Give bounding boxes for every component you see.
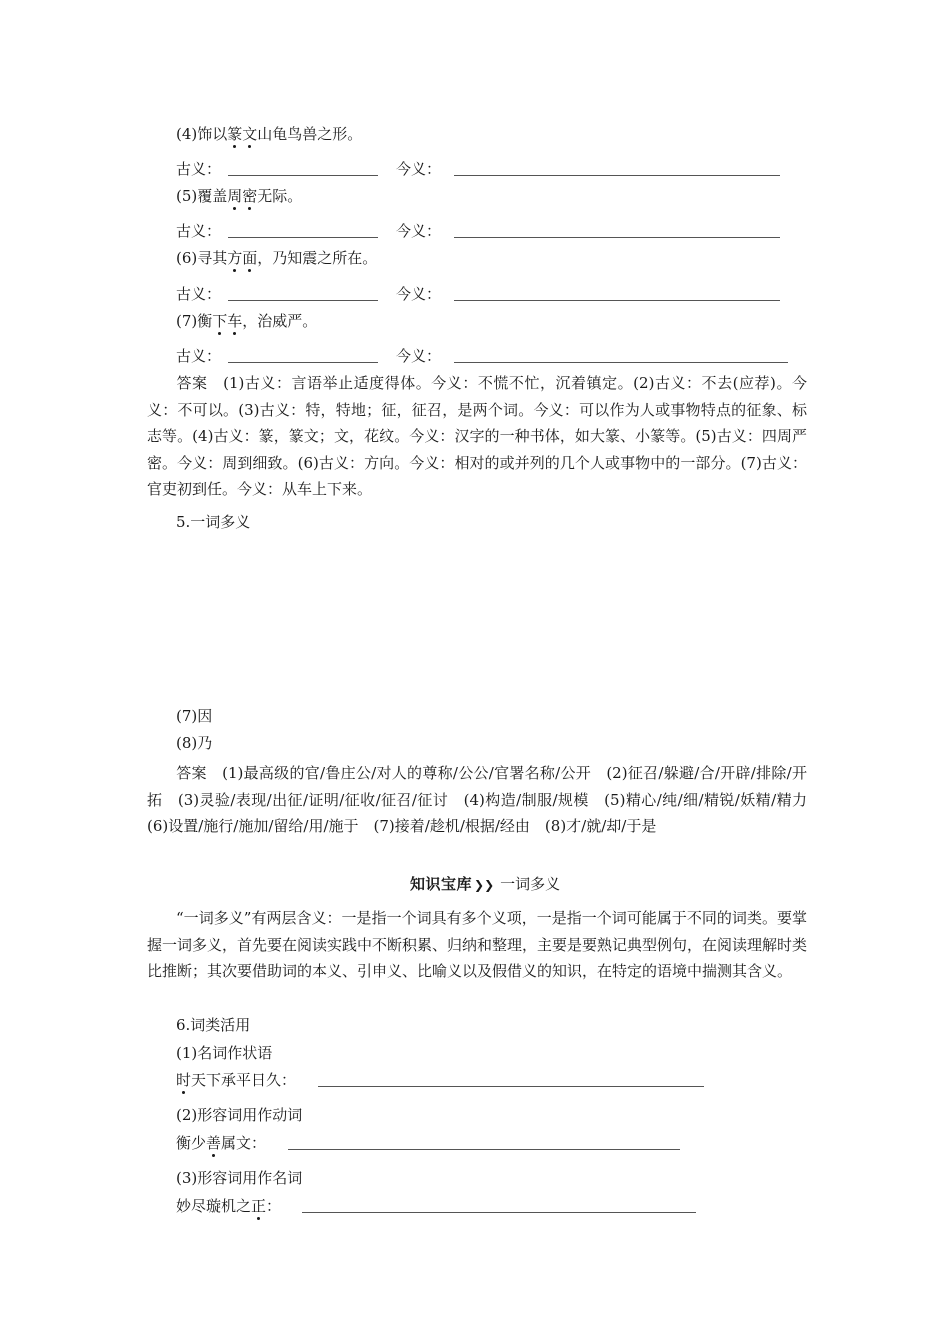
- item-4-gu-label: 古义：: [176, 160, 222, 178]
- sentence-text: 无际。: [257, 187, 303, 205]
- section-6-title: 6.词类活用: [176, 1016, 251, 1034]
- section-6-blank-1[interactable]: [318, 1086, 704, 1087]
- emphasized-char: 时: [176, 1071, 192, 1089]
- item-7-gu-label: 古义：: [176, 347, 222, 365]
- item-7-jin-blank[interactable]: [454, 362, 788, 363]
- item-5-jin-blank[interactable]: [454, 237, 780, 238]
- sentence-text: 衡少: [176, 1134, 207, 1152]
- item-4-gu-blank[interactable]: [228, 175, 378, 176]
- answer-2: [147, 760, 823, 840]
- emphasized-char: 密: [242, 187, 258, 205]
- item-7-gu-blank[interactable]: [228, 362, 378, 363]
- sentence-text: 山龟鸟兽之形。: [257, 125, 363, 143]
- sentence-text: ，治威严。: [242, 312, 318, 330]
- sentence-text: 衡: [197, 312, 213, 330]
- knowledge-title: 一词多义: [500, 875, 561, 893]
- section-6-blank-3[interactable]: [302, 1212, 696, 1213]
- item-4-jin-blank[interactable]: [454, 175, 780, 176]
- knowledge-badge: 知识宝库: [410, 875, 473, 893]
- item-7-jin-label: 今义：: [396, 347, 442, 365]
- item-6-jin-blank[interactable]: [454, 300, 780, 301]
- item-5-sentence: (5)覆盖周密无际。: [176, 187, 303, 205]
- section-6-heading-2: (2)形容词用作动词: [176, 1106, 303, 1124]
- section-6-blank-2[interactable]: [288, 1149, 680, 1150]
- answer-2-label: 答案: [176, 764, 207, 782]
- answer-1-label: 答案: [176, 374, 208, 392]
- emphasized-char: 面: [242, 249, 258, 267]
- sentence-text: 妙尽璇机之: [176, 1197, 252, 1215]
- emphasized-char: 周: [227, 187, 243, 205]
- item-5-gu-blank[interactable]: [228, 237, 378, 238]
- sentence-text: 寻其: [197, 249, 228, 267]
- emphasized-char: 正: [251, 1197, 267, 1215]
- sentence-text: ：: [266, 1197, 282, 1215]
- section-6-sentence-3: [176, 1196, 281, 1216]
- item-4-jin-label: 今义：: [396, 160, 442, 178]
- answer-1-text: (1)古义：言语举止适度得体。今义：不慌不忙，沉着镇定。(2)古义：不去(应荐)。今义：不可以。(3)古义：特，特地；征，征召，是两个词。今义：可以作为人或事物特点的征象、标志等。(4)古义：篆，篆文；文，花纹。今义：汉字的一种书体，如大篆、小篆等。(5)古义：四周严密。今义：周到细致。(6)古义：方向。今义：相对的或并列的几个人或事物中的一部分。(7)古义：官吏初到任。今义：从车上下来。: [147, 374, 807, 498]
- item-5-gu-label: 古义：: [176, 222, 222, 240]
- item-6-gu-blank[interactable]: [228, 300, 378, 301]
- sentence-text: 属文：: [221, 1134, 267, 1152]
- emphasized-char: 文: [242, 125, 258, 143]
- item-5-jin-label: 今义：: [396, 222, 442, 240]
- emphasized-char: 篆: [227, 125, 243, 143]
- item-6-gu-label: 古义：: [176, 285, 222, 303]
- emphasized-char: 下: [212, 312, 228, 330]
- section-5-item-7: (7)因: [176, 707, 213, 725]
- sentence-text: 天下承平日久：: [191, 1071, 297, 1089]
- item-7-sentence: (7)衡下车，治威严。: [176, 312, 318, 330]
- sentence-text: ，乃知震之所在。: [257, 249, 378, 267]
- sentence-text: 覆盖: [197, 187, 228, 205]
- emphasized-char: 善: [206, 1134, 222, 1152]
- emphasized-char: 车: [227, 312, 243, 330]
- knowledge-banner: [410, 873, 560, 896]
- item-6-sentence: (6)寻其方面，乃知震之所在。: [176, 249, 378, 267]
- section-5-item-8: (8)乃: [176, 734, 213, 752]
- emphasized-char: 方: [227, 249, 243, 267]
- double-chevron-icon: ❯❯: [474, 878, 495, 892]
- section-6-heading-3: (3)形容词用作名词: [176, 1169, 303, 1187]
- sentence-text: 饰以: [197, 125, 228, 143]
- section-6-heading-1: (1)名词作状语: [176, 1044, 273, 1062]
- section-6-sentence-1: [176, 1070, 296, 1090]
- section-6-sentence-2: [176, 1133, 266, 1153]
- knowledge-text: “一词多义”有两层含义：一是指一个词具有多个义项，一是指一个词可能属于不同的词类。要掌握一词多义，首先要在阅读实践中不断积累、归纳和整理，主要是要熟记典型例句，在阅读理解时类比推断；其次要借助词的本义、引申义、比喻义以及假借义的知识，在特定的语境中揣测其含义。: [147, 909, 808, 980]
- item-4-sentence: (4)饰以篆文山龟鸟兽之形。: [176, 125, 363, 143]
- section-5-title: 5.一词多义: [176, 513, 251, 531]
- item-6-jin-label: 今义：: [396, 285, 442, 303]
- answer-2-text: (1)最高级的官/鲁庄公/对人的尊称/公公/官署名称/公开 (2)征召/躲避/合/开辟/排除/开拓 (3)灵验/表现/出征/证明/征收/征召/征讨 (4)构造/制服/规模 (5)精心/纯/细/精锐/妖精/精力 (6)设置/施行/施加/留给/用/施于 (7)接着/趁机/根据/经由 (8)才/就/却/于是: [147, 764, 823, 835]
- answer-1: [147, 370, 807, 503]
